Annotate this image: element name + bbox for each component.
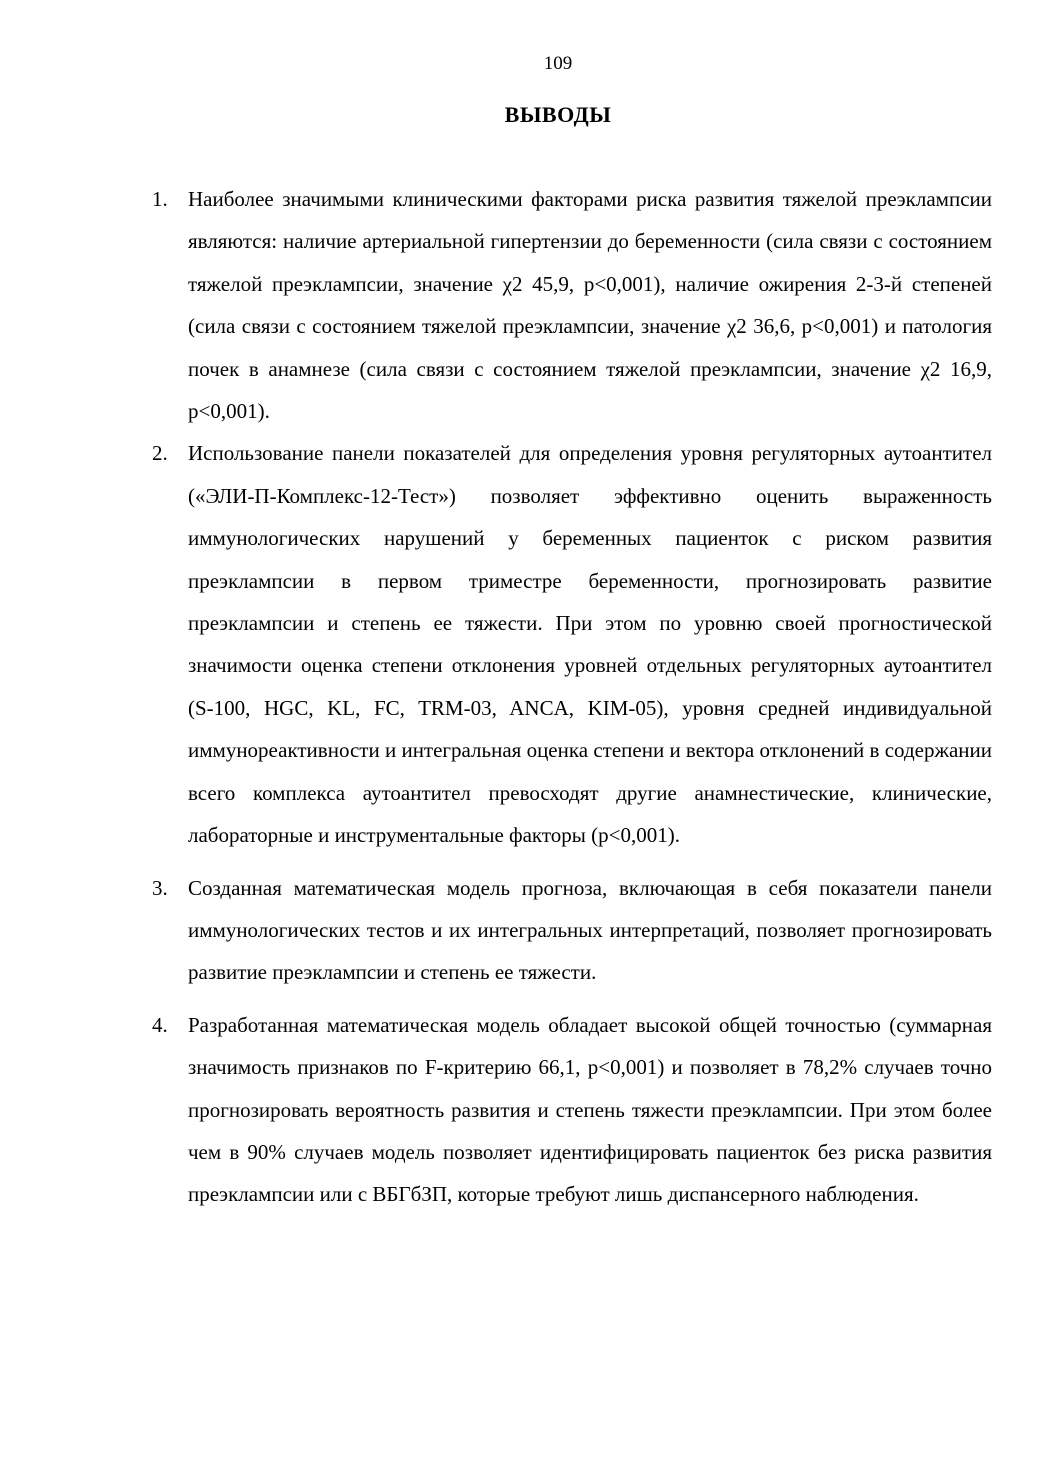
conclusion-text: Разработанная математическая модель обладает высокой общей точностью (суммарная значимость признаков по F-критерию 66,1, p<0,001) и позволяет в 78,2% случаев точно прогнозировать вероятность развития и степень тяжести преэклампсии. При этом более чем в 90% случаев модель позволяет идентифицировать пациенток без риска развития преэклампсии или с ВБГбЗП, которые требуют лишь диспансерного наблюдения. [188, 1012, 992, 1207]
conclusion-text: Использование панели показателей для определения уровня регуляторных аутоантител («ЭЛИ-П-Комплекс-12-Тест») позволяет эффективно оценить выраженность иммунологических нарушений у беременных пациенток с риском развития преэклампсии в первом триместре беременности, прогнозировать развитие преэклампсии и степень ее тяжести. При этом по уровню своей прогностической значимости оценка степени отклонения уровней отдельных регуляторных аутоантител (S-100, HGC, KL, FC, TRM-03, ANCA, KIM-05), уровня средней индивидуальной иммунореактивности и интегральная оценка степени и вектора отклонений в содержании всего комплекса аутоантител превосходят другие анамнестические, клинические, лабораторные и инструментальные факторы (p<0,001). [188, 441, 992, 848]
conclusion-text: Созданная математическая модель прогноза, включающая в себя показатели панели иммунологических тестов и их интегральных интерпретаций, позволяет прогнозировать развитие преэклампсии и степень ее тяжести. [188, 875, 992, 985]
conclusions-list [152, 178, 992, 1216]
section-heading: ВЫВОДЫ [504, 102, 612, 127]
conclusion-number: 3. [152, 875, 168, 900]
conclusion-text: Наиболее значимыми клиническими факторами риска развития тяжелой преэклампсии являются: наличие артериальной гипертензии до беременности (сила связи с состоянием тяжелой преэклампсии, значение χ2 45,9, p<0,001), наличие ожирения 2-3-й степеней (сила связи с состоянием тяжелой преэклампсии, значение χ2 36,6, p<0,001) и патология почек в анамнезе (сила связи с состоянием тяжелой преэклампсии, значение χ2 16,9, p<0,001). [188, 187, 992, 424]
conclusion-item-1 [152, 178, 992, 432]
page-number: 109 [543, 53, 573, 74]
conclusion-item-3 [152, 867, 992, 994]
conclusion-item-4 [152, 1004, 992, 1216]
conclusion-number: 1. [152, 187, 168, 211]
conclusion-number: 4. [152, 1012, 168, 1037]
conclusion-item-2 [152, 432, 992, 856]
conclusion-number: 2. [152, 441, 168, 466]
